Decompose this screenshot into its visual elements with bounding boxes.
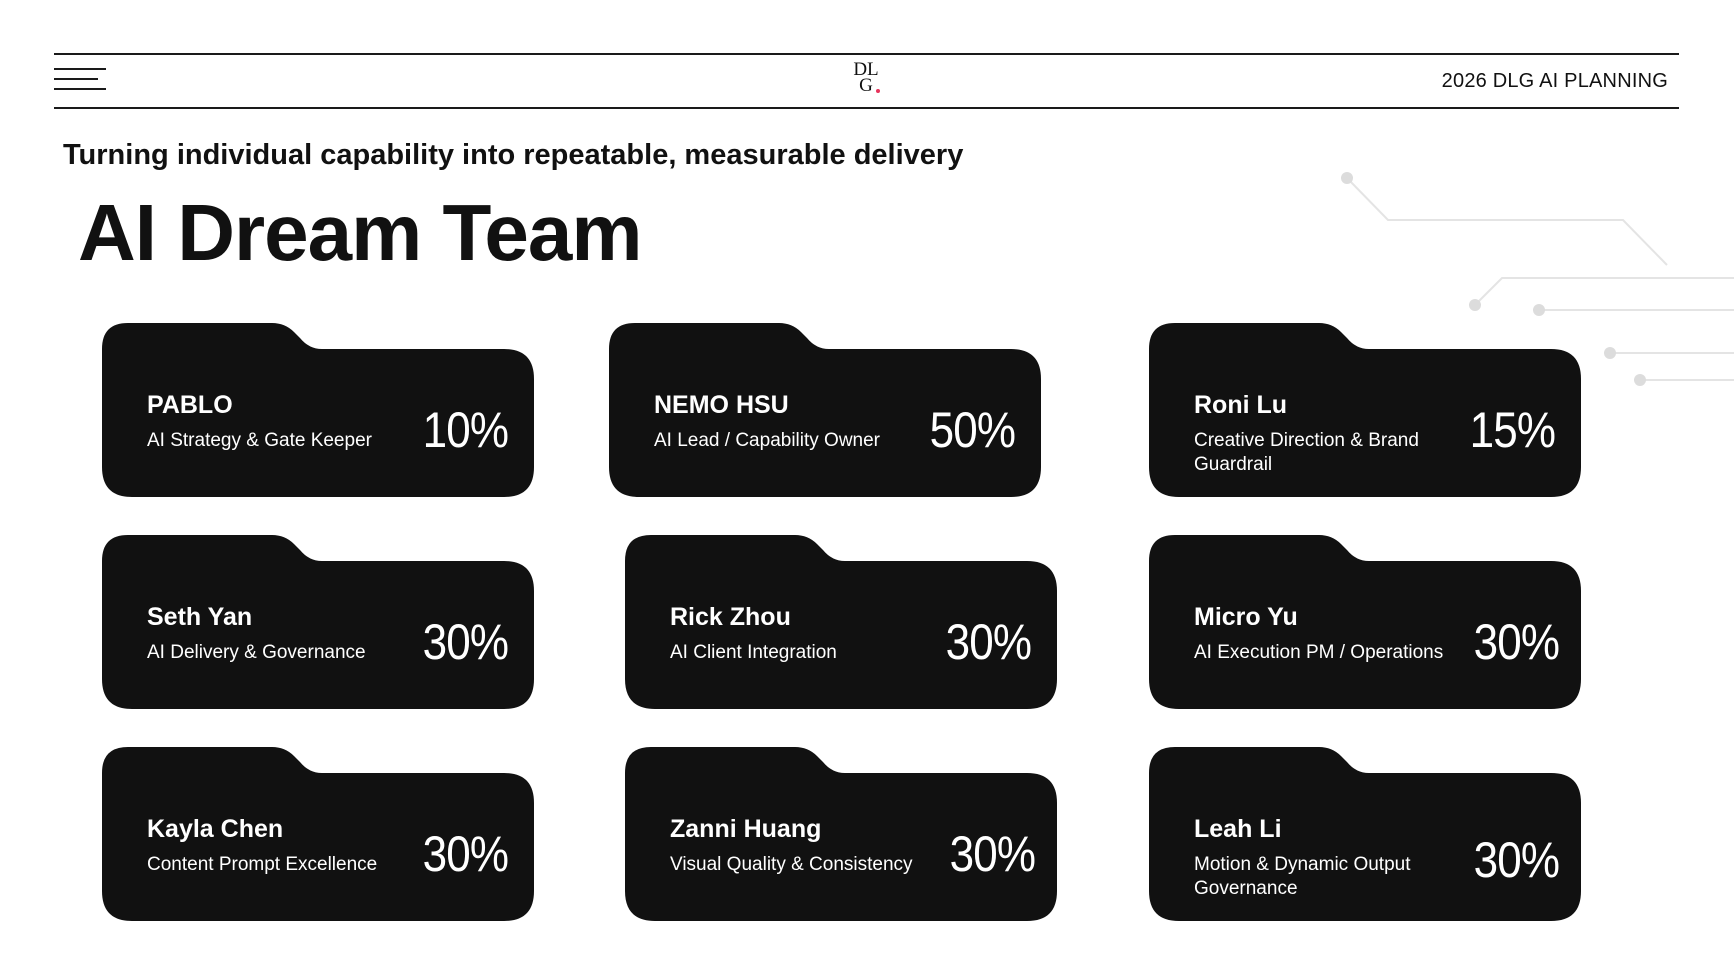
member-percent: 30% [422,614,508,670]
member-percent: 30% [949,826,1035,882]
member-role: Creative Direction & Brand Guardrail [1194,430,1419,475]
team-card-zanni-huang [625,747,1057,921]
logo-accent-dot [876,89,880,93]
member-name: NEMO HSU [654,391,789,419]
member-role: AI Execution PM / Operations [1194,642,1444,663]
team-card-roni-lu [1149,323,1581,497]
member-percent: 50% [929,402,1015,458]
member-name: Rick Zhou [670,603,791,631]
logo-top-text: DL [853,59,879,80]
member-role: AI Lead / Capability Owner [654,430,881,451]
member-role: AI Client Integration [670,642,837,663]
member-percent: 30% [1473,832,1559,888]
hamburger-menu-icon[interactable] [54,68,106,94]
member-name: Micro Yu [1194,603,1298,631]
logo-bottom-text: G [859,75,873,96]
member-role: Visual Quality & Consistency [670,854,913,875]
team-card-nemo-hsu [609,323,1041,497]
team-card-micro-yu [1149,535,1581,709]
member-percent: 30% [945,614,1031,670]
team-card-rick-zhou [625,535,1057,709]
team-card-kayla-chen [102,747,534,921]
member-name: Kayla Chen [147,815,284,843]
header-planning-label: 2026 DLG AI PLANNING [1441,70,1668,92]
member-role: Motion & Dynamic Output Governance [1194,854,1411,899]
member-percent: 30% [1473,614,1559,670]
page-subtitle: Turning individual capability into repeatable, measurable delivery [63,139,964,171]
team-card-pablo [102,323,534,497]
member-percent: 30% [422,826,508,882]
member-name: Roni Lu [1194,391,1288,419]
page-title: AI Dream Team [78,188,642,277]
member-percent: 15% [1469,402,1555,458]
header-top-rule [54,53,1679,55]
member-name: PABLO [147,391,233,419]
dlg-logo [836,59,896,96]
member-name: Seth Yan [147,603,253,631]
member-role: AI Delivery & Governance [147,642,366,663]
member-name: Leah Li [1194,815,1282,843]
member-role: AI Strategy & Gate Keeper [147,430,372,451]
team-card-leah-li [1149,747,1581,921]
header-bottom-rule [54,107,1679,109]
member-name: Zanni Huang [670,815,822,843]
member-role: Content Prompt Excellence [147,854,378,875]
team-card-seth-yan [102,535,534,709]
member-percent: 10% [422,402,508,458]
